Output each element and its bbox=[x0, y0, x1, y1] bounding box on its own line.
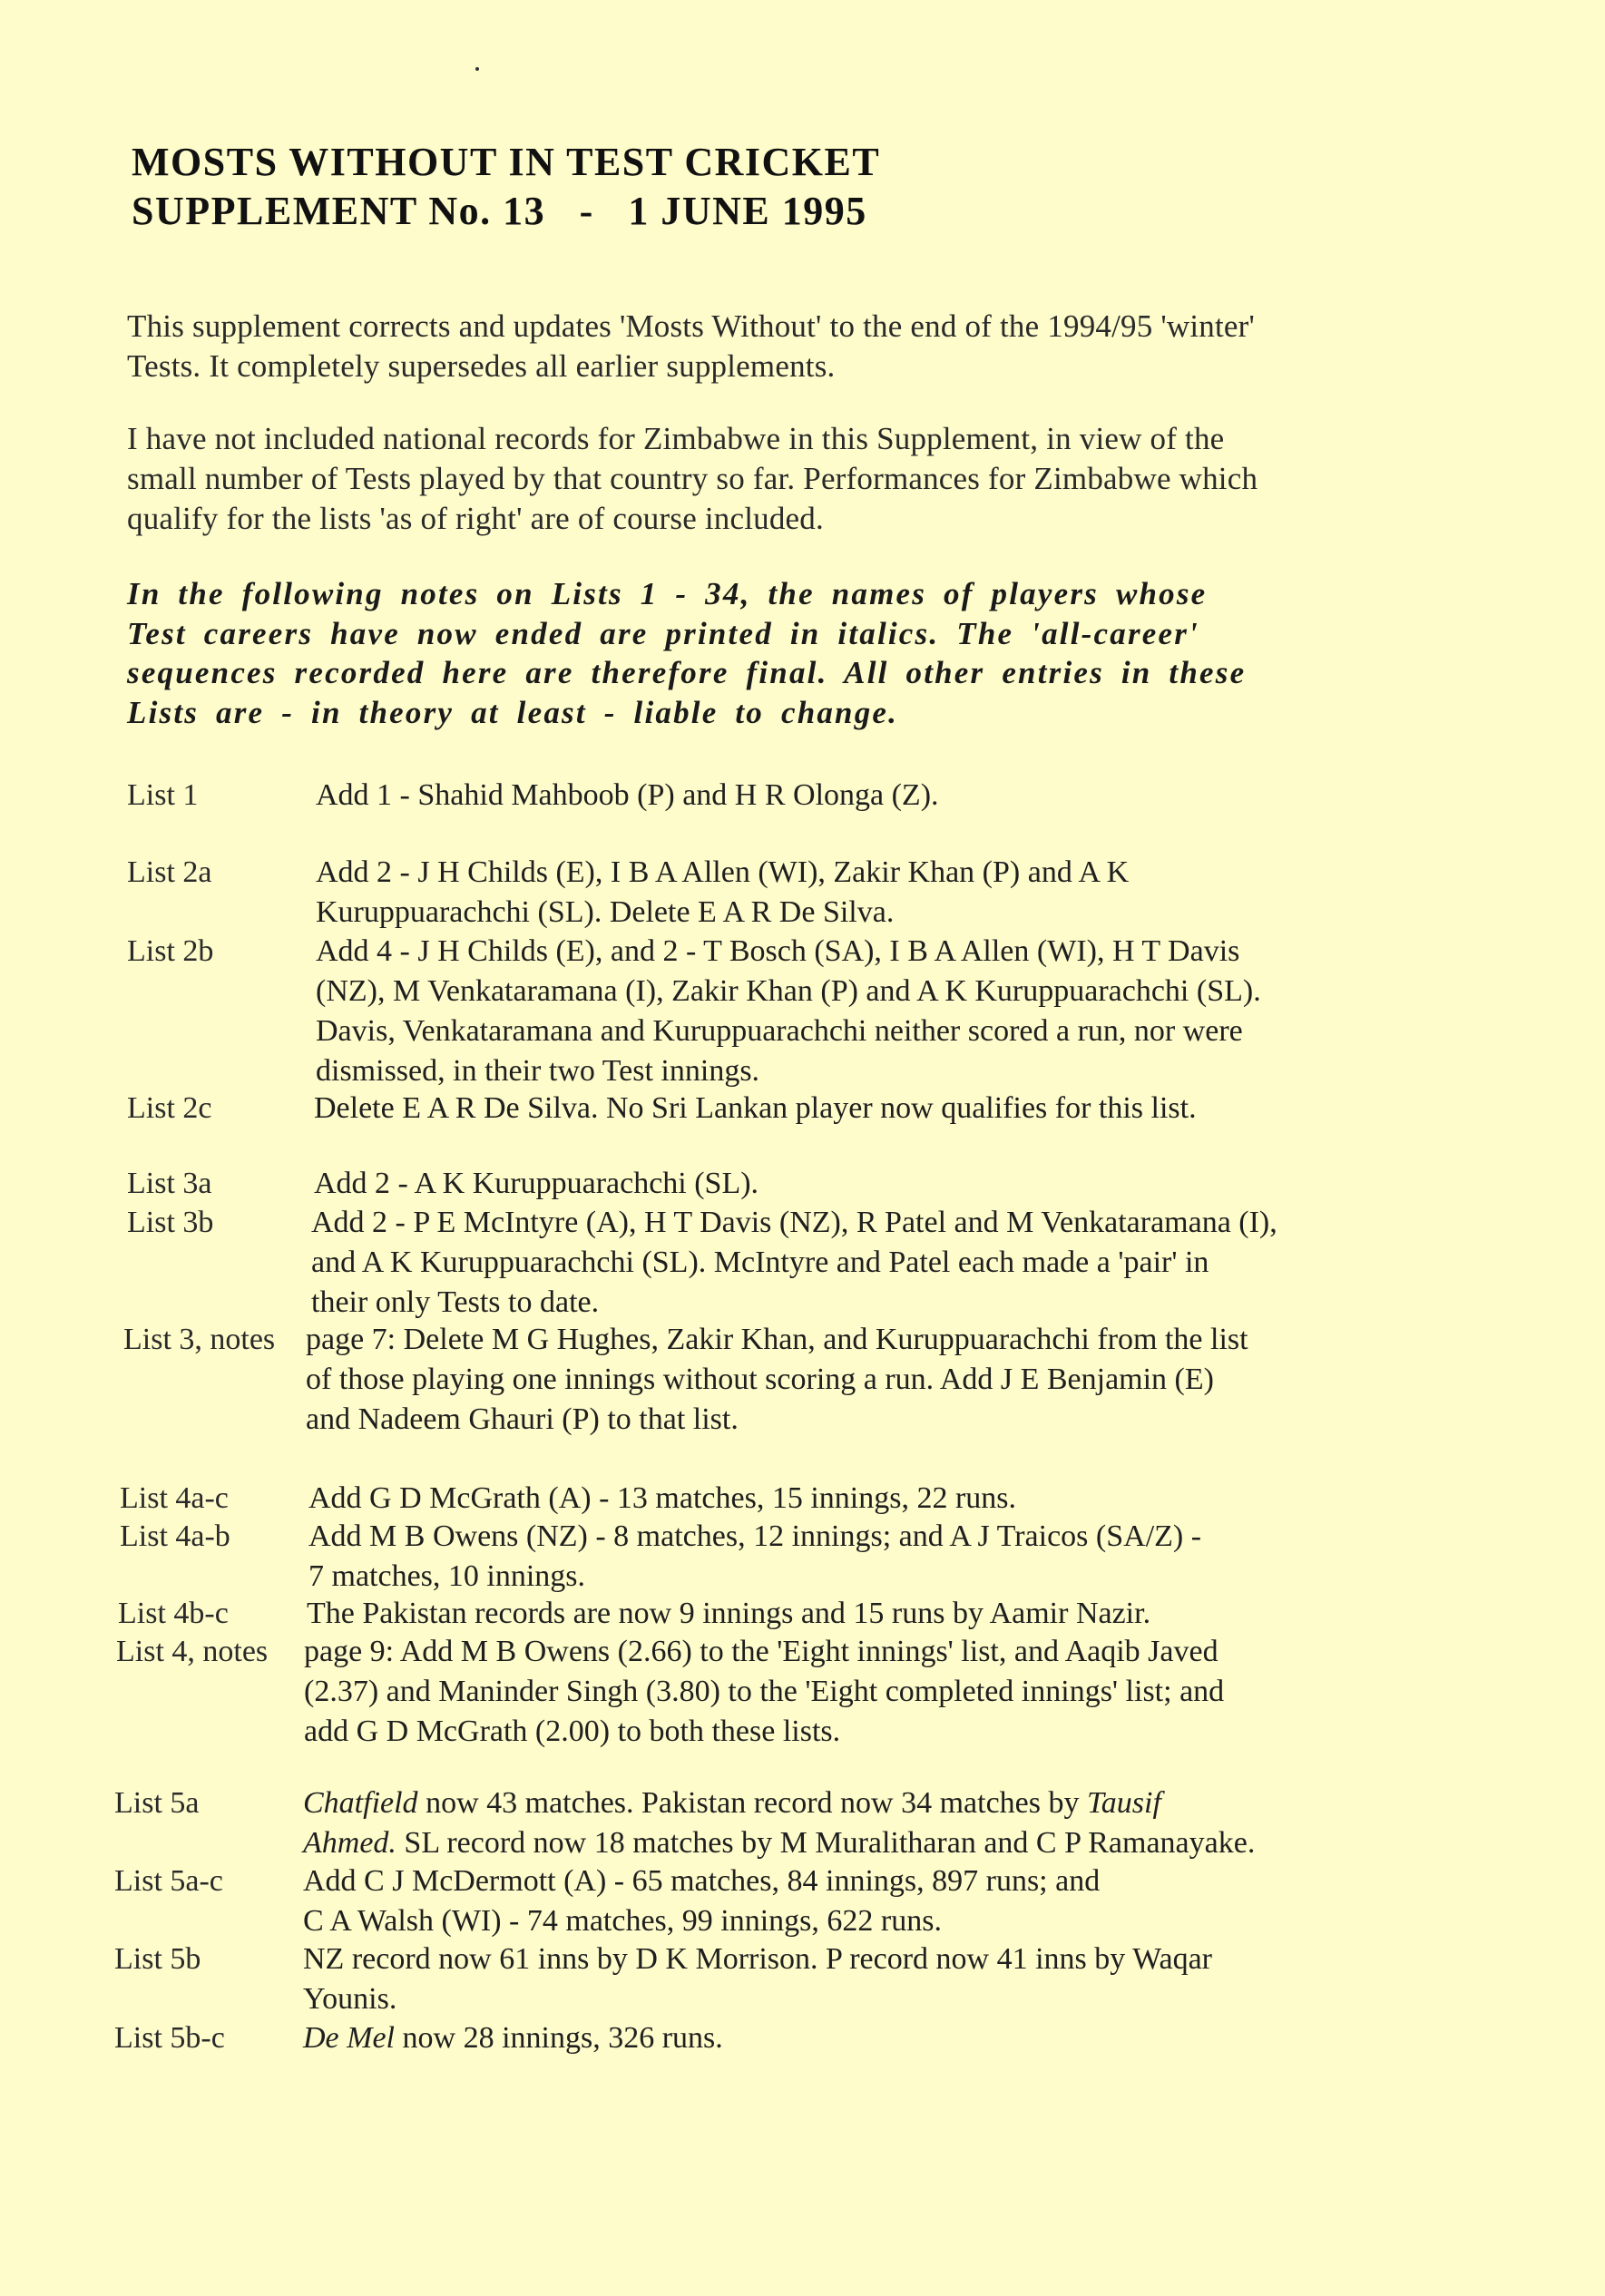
list-line: Davis, Venkataramana and Kuruppuarachchi neither scored a run, nor were bbox=[316, 1014, 1243, 1048]
notice-line: Lists are - in theory at least - liable to change. bbox=[127, 694, 899, 730]
list-line: dismissed, in their two Test innings. bbox=[316, 1054, 760, 1088]
list-text bbox=[303, 1939, 1419, 2019]
list-line: and A K Kuruppuarachchi (SL). McIntyre and Patel each made a 'pair' in bbox=[311, 1246, 1209, 1279]
list-line: 7 matches, 10 innings. bbox=[308, 1559, 586, 1593]
list-label: List 2b bbox=[127, 934, 214, 968]
list-label: List 4b-c bbox=[118, 1597, 229, 1630]
list-label: List 3b bbox=[127, 1206, 214, 1239]
list-line: Younis. bbox=[303, 1982, 397, 2016]
list-label: List 4a-b bbox=[120, 1519, 230, 1553]
list-line: Delete E A R De Silva. No Sri Lankan player now qualifies for this list. bbox=[314, 1091, 1197, 1125]
intro-line: Tests. It completely supersedes all earlier supplements. bbox=[127, 348, 836, 384]
list-line: page 7: Delete M G Hughes, Zakir Khan, and Kuruppuarachchi from the list bbox=[306, 1323, 1248, 1356]
intro-line: qualify for the lists 'as of right' are of course included. bbox=[127, 501, 824, 536]
list-label: List 2a bbox=[127, 855, 212, 889]
notice-line: sequences recorded here are therefore final. All other entries in these bbox=[127, 655, 1247, 690]
list-line: Add 2 - A K Kuruppuarachchi (SL). bbox=[314, 1167, 759, 1200]
list-line: Add 2 - P E McIntyre (A), H T Davis (NZ), R Patel and M Venkataramana (I), bbox=[311, 1206, 1277, 1239]
list-text bbox=[314, 1089, 1430, 1128]
list-text bbox=[316, 932, 1432, 1091]
list-label: List 5b bbox=[114, 1942, 201, 1976]
notice-line: In the following notes on Lists 1 - 34, the names of players whose bbox=[127, 576, 1208, 611]
list-line-part: now 28 innings, 326 runs. bbox=[395, 2021, 723, 2055]
list-line: page 9: Add M B Owens (2.66) to the 'Eight innings' list, and Aaqib Javed bbox=[304, 1635, 1218, 1668]
list-line bbox=[303, 1783, 1419, 1823]
list-line-part: now 43 matches. Pakistan record now 34 matches by bbox=[417, 1786, 1088, 1820]
list-line-part: SL record now 18 matches by M Muralitharan and C P Ramanayake. bbox=[396, 1826, 1256, 1860]
list-line: add G D McGrath (2.00) to both these lists. bbox=[304, 1715, 841, 1748]
notice-line: Test careers have now ended are printed in italics. The 'all-career' bbox=[127, 615, 1199, 651]
list-label: List 2c bbox=[127, 1091, 212, 1125]
list-line: NZ record now 61 inns by D K Morrison. P record now 41 inns by Waqar bbox=[303, 1942, 1213, 1976]
intro-line: This supplement corrects and updates 'Mosts Without' to the end of the 1994/95 'winter' bbox=[127, 308, 1255, 344]
list-line bbox=[303, 2018, 1419, 2058]
list-text bbox=[314, 1164, 1430, 1204]
list-line: of those playing one innings without scoring a run. Add J E Benjamin (E) bbox=[306, 1363, 1214, 1396]
list-line bbox=[303, 1823, 1419, 1863]
list-label: List 1 bbox=[127, 778, 199, 812]
list-text bbox=[316, 853, 1432, 933]
intro-line: I have not included national records for Zimbabwe in this Supplement, in view of the bbox=[127, 421, 1225, 456]
intro-line: small number of Tests played by that country so far. Performances for Zimbabwe which bbox=[127, 461, 1258, 496]
list-text bbox=[303, 2018, 1419, 2058]
list-text bbox=[307, 1594, 1423, 1634]
list-text bbox=[306, 1320, 1422, 1440]
list-line: Add C J McDermott (A) - 65 matches, 84 innings, 897 runs; and bbox=[303, 1864, 1101, 1898]
list-label: List 4, notes bbox=[116, 1635, 269, 1668]
list-line: (2.37) and Maninder Singh (3.80) to the 'Eight completed innings' list; and bbox=[304, 1675, 1225, 1708]
title-line-2: SUPPLEMENT No. 13 - 1 JUNE 1995 bbox=[132, 189, 867, 233]
list-label: List 5a-c bbox=[114, 1864, 223, 1898]
list-label: List 5a bbox=[114, 1786, 200, 1820]
list-text bbox=[311, 1203, 1427, 1323]
list-text bbox=[316, 776, 1432, 816]
italic-name: Ahmed. bbox=[303, 1826, 396, 1860]
italic-name: Chatfield bbox=[303, 1786, 418, 1820]
list-label: List 3a bbox=[127, 1167, 212, 1200]
list-line: Add M B Owens (NZ) - 8 matches, 12 innings; and A J Traicos (SA/Z) - bbox=[308, 1519, 1202, 1553]
list-label: List 3, notes bbox=[123, 1323, 276, 1356]
title-line-1: MOSTS WITHOUT IN TEST CRICKET bbox=[132, 140, 881, 184]
list-text bbox=[308, 1517, 1424, 1597]
list-line: Add 1 - Shahid Mahboob (P) and H R Olonga (Z). bbox=[316, 778, 939, 812]
list-text bbox=[308, 1479, 1424, 1519]
list-text bbox=[304, 1632, 1420, 1752]
list-line: Add 2 - J H Childs (E), I B A Allen (WI), Zakir Khan (P) and A K bbox=[316, 855, 1130, 889]
list-line: (NZ), M Venkataramana (I), Zakir Khan (P) and A K Kuruppuarachchi (SL). bbox=[316, 974, 1261, 1008]
italic-name: De Mel bbox=[303, 2021, 396, 2055]
list-line: Add G D McGrath (A) - 13 matches, 15 innings, 22 runs. bbox=[308, 1481, 1016, 1515]
italic-name: Tausif bbox=[1087, 1786, 1161, 1820]
list-label: List 5b-c bbox=[114, 2021, 225, 2055]
list-line: Add 4 - J H Childs (E), and 2 - T Bosch (SA), I B A Allen (WI), H T Davis bbox=[316, 934, 1240, 968]
list-line: Kuruppuarachchi (SL). Delete E A R De Silva. bbox=[316, 895, 895, 929]
list-text bbox=[303, 1861, 1419, 1941]
list-line: and Nadeem Ghauri (P) to that list. bbox=[306, 1402, 739, 1436]
list-label: List 4a-c bbox=[120, 1481, 229, 1515]
list-line: The Pakistan records are now 9 innings and 15 runs by Aamir Nazir. bbox=[307, 1597, 1151, 1630]
list-text bbox=[303, 1783, 1419, 1863]
list-line: C A Walsh (WI) - 74 matches, 99 innings, 622 runs. bbox=[303, 1904, 942, 1938]
list-line: their only Tests to date. bbox=[311, 1285, 600, 1319]
